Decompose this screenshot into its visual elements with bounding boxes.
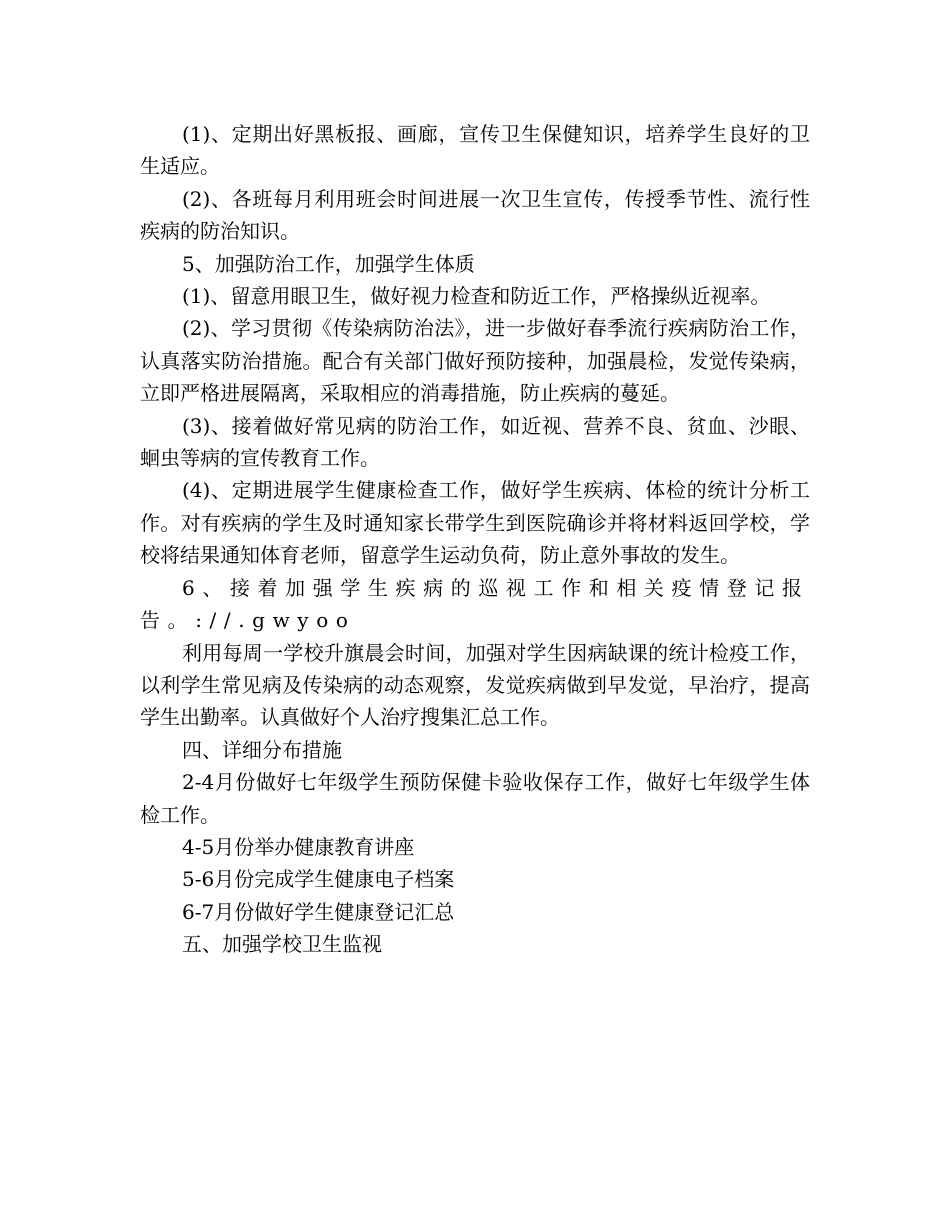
paragraph-eye-hygiene: (1)、留意用眼卫生，做好视力检查和防近工作，严格操纵近视率。 xyxy=(182,284,771,309)
paragraph-hygiene-publicity-2: (2)、各班每月利用班会时间进展一次卫生宣传，传授季节性、流行性疾病的防治知识。 xyxy=(140,186,810,244)
section-heading-5-supervision: 五、加强学校卫生监视 xyxy=(182,932,382,957)
section-heading-6: 6、接着加强学生疾病的巡视工作和相关疫情登记报告。://.gwyoo xyxy=(140,575,810,633)
schedule-item-feb-apr: 2-4月份做好七年级学生预防保健卡验收保存工作，做好七年级学生体检工作。 xyxy=(140,770,810,827)
schedule-item-apr-may: 4-5月份举办健康教育讲座 xyxy=(182,834,415,859)
paragraph-common-disease: (3)、接着做好常见病的防治工作，如近视、营养不良、贫血、沙眼、蛔虫等病的宣传教育工作。 xyxy=(140,413,810,471)
schedule-item-may-jun: 5-6月份完成学生健康电子档案 xyxy=(182,867,455,892)
paragraph-infectious-disease-law: (2)、学习贯彻《传染病防治法》，进一步做好春季流行疾病防治工作，认真落实防治措施。配合有关部门做好预防接种，加强晨检，发觉传染病，立即严格进展隔离，采取相应的消毒措施，防止疾病的蔓延。 xyxy=(140,316,810,406)
paragraph-hygiene-publicity-1: (1)、定期出好黑板报、画廊，宣传卫生保健知识，培养学生良好的卫生适应。 xyxy=(140,122,810,179)
schedule-item-jun-jul: 6-7月份做好学生健康登记汇总 xyxy=(182,899,455,924)
section-heading-4: 四、详细分布措施 xyxy=(182,737,342,762)
paragraph-health-check: (4)、定期进展学生健康检查工作，做好学生疾病、体检的统计分析工作。对有疾病的学生及时通知家长带学生到医院确诊并将材料返回学校，学校将结果通知体育老师，留意学生运动负荷，防止意外事故的发生。 xyxy=(140,478,810,568)
section-heading-5: 5、加强防治工作，加强学生体质 xyxy=(182,251,475,276)
document-page xyxy=(140,118,810,961)
paragraph-flag-raising-monitoring: 利用每周一学校升旗晨会时间，加强对学生因病缺课的统计检疫工作，以利学生常见病及传染病的动态观察，发觉疾病做到早发觉，早治疗，提高学生出勤率。认真做好个人治疗搜集汇总工作。 xyxy=(140,640,810,730)
